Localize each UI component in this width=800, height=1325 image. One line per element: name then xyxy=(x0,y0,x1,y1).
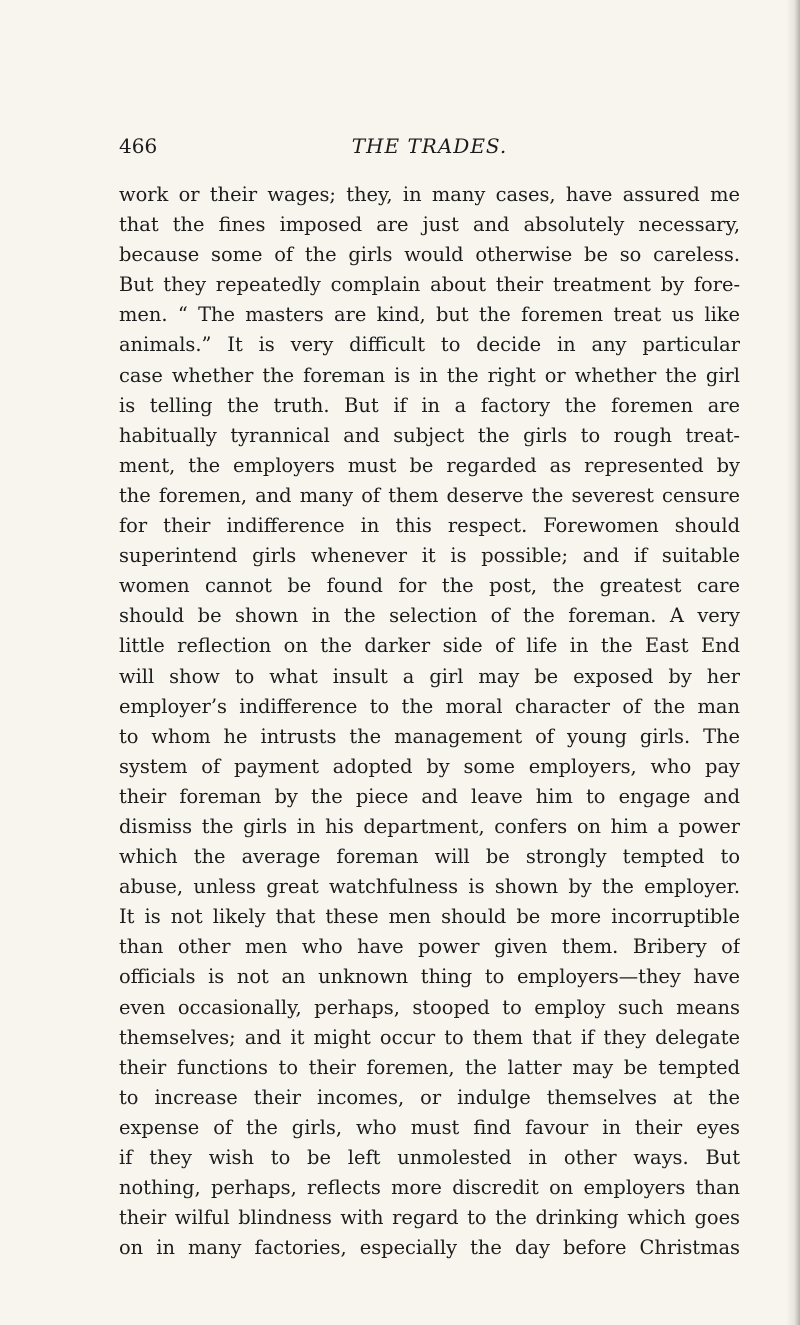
text-line: their foreman by the piece and leave him to engage and xyxy=(119,784,740,808)
text-line: will show to what insult a girl may be exposed by her xyxy=(119,664,740,688)
text-line: to whom he intrusts the management of young girls. The xyxy=(119,724,740,748)
page-number: 466 xyxy=(119,134,158,158)
text-line: women cannot be found for the post, the greatest care xyxy=(119,574,740,598)
text-line: should be shown in the selection of the foreman. A very xyxy=(119,604,740,628)
text-line: themselves; and it might occur to them that if they delegate xyxy=(119,1025,740,1049)
text-line: But they repeatedly complain about their treatment by fore- xyxy=(119,273,740,297)
text-line: their wilful blindness with regard to the drinking which goes xyxy=(119,1206,740,1230)
text-line: abuse, unless great watchfulness is shown by the employer. xyxy=(119,875,740,899)
text-line: the foremen, and many of them deserve the severest censure xyxy=(119,483,740,507)
page-header xyxy=(119,131,740,161)
text-line: superintend girls whenever it is possible; and if suitable xyxy=(119,544,740,568)
text-line: because some of the girls would otherwise be so careless. xyxy=(119,243,740,267)
text-line: to increase their incomes, or indulge themselves at the xyxy=(119,1085,740,1109)
text-line: for their indifference in this respect. Forewomen should xyxy=(119,514,740,538)
text-line: on in many factories, especially the day before Christmas xyxy=(119,1236,740,1260)
text-line: dismiss the girls in his department, confers on him a power xyxy=(119,814,740,838)
text-line: work or their wages; they, in many cases, have assured me xyxy=(119,183,740,206)
text-line: employer’s indifference to the moral character of the man xyxy=(119,694,740,718)
text-line: system of payment adopted by some employers, who pay xyxy=(119,754,740,778)
text-line: case whether the foreman is in the right or whether the girl xyxy=(119,363,740,387)
text-line: which the average foreman will be strongly tempted to xyxy=(119,845,740,869)
text-line: that the fines imposed are just and absolutely necessary, xyxy=(119,213,740,237)
text-line: ment, the employers must be regarded as represented by xyxy=(119,453,740,477)
text-line: expense of the girls, who must find favour in their eyes xyxy=(119,1115,740,1139)
text-line: officials is not an unknown thing to employers—they have xyxy=(119,965,740,989)
page-edge-shadow xyxy=(786,0,800,1325)
body-text xyxy=(119,180,740,1263)
text-line: even occasionally, perhaps, stooped to employ such means xyxy=(119,995,740,1019)
text-line: little reflection on the darker side of life in the East End xyxy=(119,634,740,658)
text-line: than other men who have power given them. Bribery of xyxy=(119,935,740,959)
text-line: men. “ The masters are kind, but the foremen treat us like xyxy=(119,303,740,327)
text-line: habitually tyrannical and subject the girls to rough treat- xyxy=(119,423,740,447)
text-line: It is not likely that these men should be more incorruptible xyxy=(119,905,740,929)
text-line: if they wish to be left unmolested in other ways. But xyxy=(119,1146,740,1169)
running-head: THE TRADES. xyxy=(351,134,508,158)
text-line: nothing, perhaps, reflects more discredit on employers than xyxy=(119,1176,740,1200)
text-line: is telling the truth. But if in a factory the foremen are xyxy=(119,393,740,417)
text-line: their functions to their foremen, the latter may be tempted xyxy=(119,1055,740,1079)
text-line: animals.” It is very difficult to decide in any particular xyxy=(119,333,740,357)
